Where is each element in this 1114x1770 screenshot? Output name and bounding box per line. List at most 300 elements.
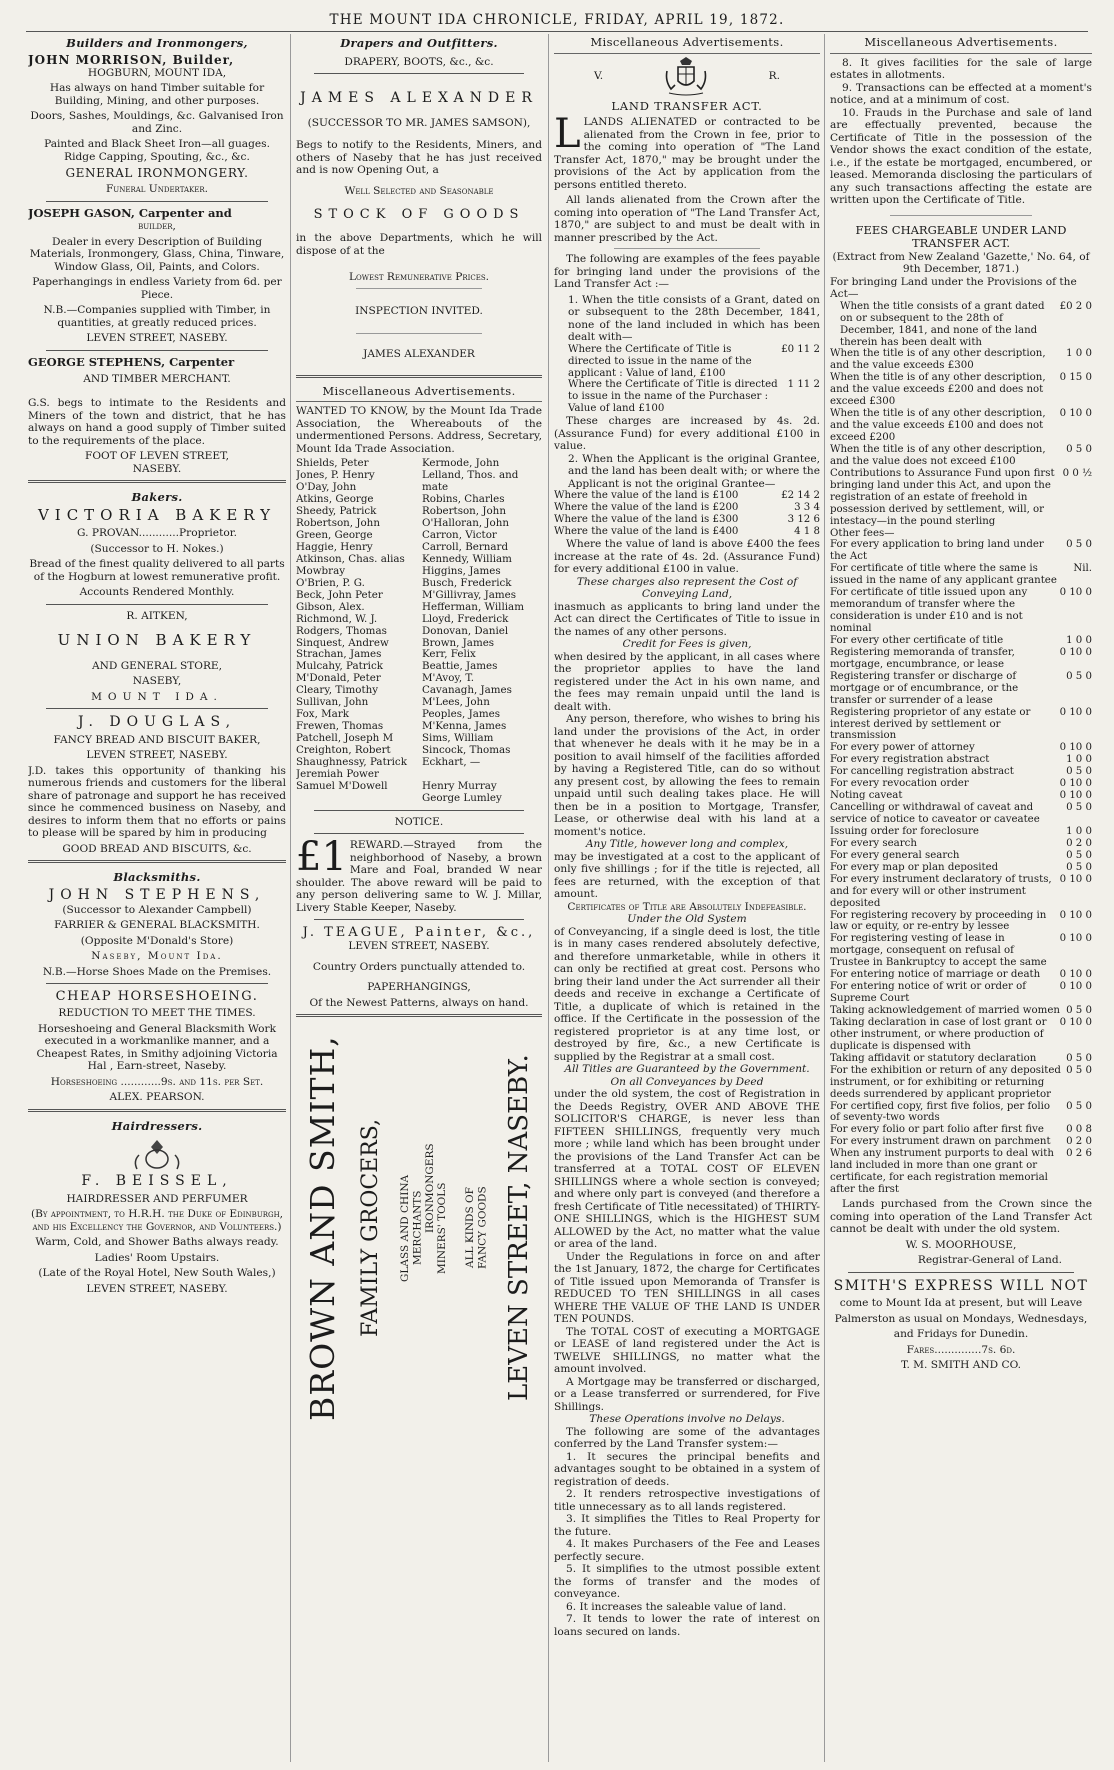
fee-text: Taking affidavit or statutory declaration — [830, 1052, 1037, 1064]
fee-value: 0 0 8 — [1066, 1124, 1092, 1136]
fee-value: £2 14 2 — [781, 490, 820, 502]
ad-text: Naseby, Mount Ida. — [91, 950, 223, 963]
fee-row — [830, 1065, 1092, 1101]
fee-row — [830, 850, 1092, 862]
article-paragraph: These charges are increased by 4s. 2d. (Assurance Fund) for every additional £100 in value. — [554, 415, 820, 453]
fee-value: 0 5 0 — [1066, 443, 1092, 455]
ad-victoria-bakery — [28, 507, 286, 599]
fee-text: Registering transfer or discharge of mortgage or of encumbrance, or the transfer or surrender of a lease — [830, 670, 1019, 706]
fee-value: 0 10 0 — [1059, 969, 1092, 981]
ad-text: Bread of the finest quality delivered to all parts of the Hogburn at lowest remunerative profit. — [29, 558, 285, 583]
article-paragraph: The TOTAL COST of executing a MORTGAGE or LEASE of land registered under the Act is TWELVE SHILLINGS, no matter what the amount involved. — [554, 1325, 820, 1375]
ad-title: F. BEISSEL, — [81, 1173, 233, 1190]
fee-value: 0 10 0 — [1059, 408, 1092, 420]
ad-text: WANTED TO KNOW, by the Mount Ida Trade Association, the Whereabouts of the undermentioned Persons. Address, Secretary, Mount Ida Trade Association. — [296, 405, 542, 455]
names-list — [296, 458, 542, 804]
fee-text: For every revocation order — [830, 778, 969, 790]
fee-row — [830, 874, 1092, 910]
article-paragraph: under the old system, the cost of Registration in the Deeds Registry, OVER AND ABOVE THE SOLICITOR'S CHARGE, is never less than FIFTEEN SHILLINGS, frequently very much more ; while land which has been brought under the provisions of the Land Transfer Act can be transferred at a TOTAL COST OF ELEVEN SHILLINGS where a whole section is conveyed; and where only part is conveyed (and therefore a fresh Certificate of Title necessitated) of THIRTY-ONE SHILLINGS, which is the HIGHEST SUM ALLOWED by the Act, no matter what the value or area of the land. — [554, 1088, 820, 1250]
list-item: Peoples, James — [422, 708, 500, 721]
fee-text: When the title is of any other description, and the value exceeds £200 and does not exceed £300 — [830, 372, 1046, 408]
list-item: M'Avoy, T. — [422, 672, 475, 685]
divider — [848, 1272, 1074, 1273]
ad-john-stephens — [28, 887, 286, 978]
notice-heading: NOTICE. — [394, 815, 444, 828]
ad-text: Country Orders punctually attended to. — [312, 960, 526, 973]
fee-text: Taking declaration in case of lost grant or other instrument, or where production of duplicate is dispensed with — [830, 1016, 1047, 1052]
fee-value: 0 10 0 — [1059, 646, 1092, 658]
fees-intro: For bringing Land under the Provisions of the Act— — [830, 275, 1077, 301]
divider — [296, 375, 542, 378]
ad-pearson — [28, 989, 286, 1104]
list-item: Shields, Peter — [296, 457, 369, 470]
fee-text: For every instrument drawn on parchment — [830, 1136, 1051, 1148]
fee-row — [830, 1017, 1092, 1053]
list-item: 4. It makes Purchasers of the Fee and Leases perfectly secure. — [554, 1538, 820, 1563]
ad-address: HOGBURN, MOUNT IDA, — [87, 66, 227, 79]
list-item: Samuel M'Dowell — [296, 779, 388, 792]
article-paragraph: 1. When the title consists of a Grant, dated on or subsequent to the 28th December, 1841, none of the land included in which has been dealt with— — [568, 293, 820, 344]
royal-arms — [554, 57, 820, 97]
fee-text: Where the value of the land is £300 — [554, 514, 739, 526]
article-paragraph: Where the value of land is above £400 the fees increase at the rate of 4s. 2d. (Assurance Fund) for every additional £100 in value. — [554, 538, 820, 575]
ad-text: LEVEN STREET, NASEBY. — [86, 332, 228, 345]
royal-crest-icon — [663, 57, 709, 97]
fee-row — [830, 671, 1092, 707]
list-item — [422, 769, 542, 781]
fee-row — [830, 587, 1092, 635]
fees-title: FEES CHARGEABLE UNDER LAND TRANSFER ACT. — [855, 222, 1067, 251]
article-paragraph: A Mortgage may be transferred or discharged, or a Lease transferred or surrendered, for Five Shillings. — [554, 1375, 820, 1413]
section-heading: Miscellaneous Advertisements. — [554, 34, 820, 54]
ad-text: and Fridays for Dunedin. — [893, 1328, 1029, 1341]
fee-row — [830, 372, 1092, 408]
fee-row — [830, 754, 1092, 766]
ad-text: Ladies' Room Upstairs. — [94, 1251, 220, 1264]
fee-value: 0 10 0 — [1059, 909, 1092, 921]
list-item: George Lumley — [422, 791, 502, 804]
fee-text: Cancelling or withdrawal of caveat and service of notice to caveator or caveatee — [830, 802, 1040, 825]
ad-text: Accounts Rendered Monthly. — [79, 586, 235, 599]
fee-text: Contributions to Assurance Fund upon first bringing land under this Act, and upon the registration of an estate of freehold in possession derived by settlement, will, or intestacy—in the pound sterling — [830, 467, 1055, 527]
ad-text: Dealer in every Description of Building Materials, Ironmongery, Glass, China, Tinware, Window Glass, Oil, Paints, and Colors. — [29, 235, 285, 273]
fee-row — [830, 444, 1092, 468]
ad-title: GEORGE STEPHENS, Carpenter — [28, 354, 235, 369]
column-rule — [824, 34, 825, 1762]
list-item: Shaughnessy, Patrick — [296, 755, 407, 768]
list-item: Kennedy, William — [422, 552, 512, 565]
fee-value: 0 10 0 — [1059, 742, 1092, 754]
article-paragraph: Lands purchased from the Crown since the coming into operation of the Land Transfer Act cannot be dealt with under the old system. — [830, 1198, 1092, 1235]
fee-value: 3 12 6 — [787, 514, 820, 526]
list-item: Brown, James — [422, 636, 495, 649]
ad-text: GLASS AND CHINA — [398, 1174, 411, 1283]
fee-value: 0 5 0 — [1066, 670, 1092, 682]
fee-value: 0 2 0 — [1066, 837, 1092, 849]
fee-row — [830, 838, 1092, 850]
ad-text: J.D. takes this opportunity of thanking his numerous friends and customers for the liberal share of patronage and support he has received since he commenced business on Naseby, and desires to inform them that no efforts or pains to please will be spared by him in producing — [28, 764, 286, 840]
list-item: Gibson, Alex. — [296, 600, 365, 613]
fee-row — [830, 348, 1092, 372]
section-heading: Miscellaneous Advertisements. — [296, 383, 542, 403]
ad-text: ALEX. PEARSON. — [109, 1091, 205, 1104]
fee-value: 0 10 0 — [1059, 873, 1092, 885]
fee-row — [830, 826, 1092, 838]
signature-name: W. S. MOORHOUSE, — [905, 1238, 1017, 1251]
list-item: Atkins, George — [296, 493, 374, 506]
fee-text: Where the Certificate of Title is directed to issue in the name of the Purchaser : Value of land £100 — [568, 379, 778, 415]
list-item: Carroll, Bernard — [422, 541, 509, 554]
fee-text: For every map or plan deposited — [830, 861, 999, 873]
divider — [314, 810, 524, 811]
ad-text: T. M. SMITH AND CO. — [900, 1359, 1022, 1372]
article-subhead: These charges also represent the Cost of Conveying Land, — [576, 575, 798, 600]
divider — [46, 983, 268, 984]
ad-title: J. TEAGUE, Painter, &c., — [302, 925, 536, 941]
list-item: Jones, P. Henry — [296, 469, 375, 482]
list-item: O'Day, John — [296, 481, 357, 494]
names-left — [296, 458, 416, 804]
fee-text: For cancelling registration abstract — [830, 766, 1014, 778]
fee-text: For every registration abstract — [830, 754, 990, 766]
fee-text: For the exhibition or return of any deposited instrument, or for exhibiting or returning deeds surrendered by applicant proprietor — [830, 1064, 1061, 1100]
ad-text: (SUCCESSOR TO MR. JAMES SAMSON), — [307, 116, 531, 129]
divider — [314, 73, 524, 74]
fee-value: £0 11 2 — [781, 343, 820, 355]
article-paragraph: The following are examples of the fees payable for bringing land under the provisions of the Land Transfer Act :— — [554, 253, 820, 291]
article-paragraph: All lands alienated from the Crown after the coming into operation of "The Land Transfer Act, 1870," are subject to and must be dealt with in manner prescribed by the Act. — [554, 194, 820, 244]
ad-text: (Opposite M'Donald's Store) — [80, 934, 234, 947]
list-item: Mowbray — [296, 564, 346, 577]
article-paragraph: 2. When the Applicant is the original Grantee, and the land has been dealt with; or where the Applicant is not the original Grantee— — [568, 452, 820, 490]
fee-text: For certificate of title issued upon any memorandum of transfer where the consideration is under £10 and is not nominal — [830, 587, 1028, 634]
list-item: M'Lees, John — [422, 696, 490, 709]
list-item: 1. It secures the principal benefits and advantages sought to be obtained in a system of registration of deeds. — [554, 1450, 820, 1488]
ad-title: UNION BAKERY — [57, 631, 257, 650]
fee-row — [830, 528, 1092, 540]
fee-value: 0 10 0 — [1059, 1016, 1092, 1028]
ad-gason — [28, 207, 286, 345]
fee-value: 3 3 4 — [794, 502, 820, 514]
fee-row — [830, 969, 1092, 981]
list-item: Donovan, Daniel — [422, 624, 509, 637]
list-item: Beck, John Peter — [296, 588, 383, 601]
fee-text: When the title is of any other description, and the value exceeds £300 — [830, 348, 1046, 372]
list-item: Sheedy, Patrick — [296, 505, 377, 518]
list-item: Kerr, Felix — [422, 648, 476, 661]
article-text: LANDS ALIENATED or contracted to be alienated from the Crown in fee, prior to the coming into operation of "The Land Transfer Act, 1870," may be brought under the provisions of the Act by application from the persons entitled thereto. — [554, 116, 820, 191]
divider — [614, 248, 760, 249]
list-item: Rodgers, Thomas — [296, 624, 387, 637]
ad-text: Has always on hand Timber suitable for Building, Mining, and other purposes. — [49, 82, 265, 107]
section-heading: Blacksmiths. — [113, 870, 201, 885]
fee-text: For every folio or part folio after first five — [830, 1124, 1044, 1136]
fee-text: For every power of attorney — [830, 742, 975, 754]
list-item: M'Kenna, James — [422, 720, 507, 733]
list-item: Frewen, Thomas — [296, 720, 384, 733]
column-rule — [290, 34, 291, 1762]
list-item: O'Halloran, John — [422, 517, 510, 530]
fee-value: 0 5 0 — [1066, 1005, 1092, 1016]
fee-value: 0 10 0 — [1059, 778, 1092, 790]
ad-title: CHEAP HORSESHOEING. — [55, 989, 259, 1005]
article-paragraph — [554, 111, 820, 191]
fee-value: Nil. — [1073, 563, 1092, 575]
fee-row — [830, 468, 1092, 528]
list-item: Jeremiah Power — [296, 767, 379, 780]
article-subhead: Any Title, however long and complex, — [585, 838, 789, 850]
fee-text: For certificate of title where the same is issued in the name of any applicant grantee — [830, 563, 1057, 587]
list-item: Strachan, James — [296, 648, 382, 661]
ad-brown-and-smith — [296, 1023, 542, 1433]
fee-value: 0 10 0 — [1059, 706, 1092, 718]
fee-row — [830, 707, 1092, 743]
fee-value: 0 0 ½ — [1062, 467, 1092, 479]
fee-text: When any instrument purports to deal with land included in more than one grant or certificate, for each registration memorial after the first — [830, 1148, 1054, 1196]
section-heading: Miscellaneous Advertisements. — [830, 34, 1092, 54]
fee-text: Where the value of the land is £200 — [554, 502, 739, 514]
list-item: Kermode, John — [422, 457, 500, 470]
fee-text: For every search — [830, 837, 917, 849]
fee-value: 1 0 0 — [1066, 825, 1092, 837]
ad-text: Palmerston as usual on Mondays, Wednesdays, — [834, 1312, 1088, 1325]
article-subhead: On all Conveyances by Deed — [610, 1075, 764, 1088]
signature-title: Registrar-General of Land. — [917, 1254, 1062, 1266]
fee-text: Other fees— — [830, 527, 895, 539]
list-item: Hefferman, William — [422, 600, 524, 613]
ad-title: JOHN MORRISON, Builder, — [28, 52, 235, 67]
ad-text: (Late of the Royal Hotel, New South Wales,) — [38, 1267, 276, 1280]
ad-text: FANCY GOODS — [476, 1187, 489, 1270]
fee-value: 0 5 0 — [1066, 1052, 1092, 1064]
ad-title: JAMES ALEXANDER — [300, 90, 538, 107]
ad-text: Doors, Sashes, Mouldings, &c. Galvanised Iron and Zinc. — [30, 110, 284, 135]
ad-text: Horseshoeing and General Blacksmith Work executed in a workmanlike manner, and a Cheapest Rates, in Smithy adjoining Victoria Hal , Earn-street, Naseby. — [36, 1022, 278, 1073]
fee-value: 0 5 0 — [1066, 1100, 1092, 1112]
ad-title: SMITH'S EXPRESS WILL NOT — [833, 1277, 1089, 1294]
fee-text: When the title is of any other description, and the value exceeds £100 and does not exceed £200 — [830, 408, 1046, 443]
list-item: Cavanagh, James — [422, 684, 512, 697]
ad-text: HAIRDRESSER AND PERFUMER — [66, 1192, 248, 1205]
list-item: mate — [422, 481, 449, 494]
fee-row — [830, 1053, 1092, 1065]
ad-text: AND GENERAL STORE, — [91, 659, 223, 672]
divider — [46, 708, 268, 709]
list-item: Lelland, Thos. and — [422, 469, 519, 482]
list-item: 3. It simplifies the Titles to Real Property for the future. — [554, 1513, 820, 1538]
fee-row — [830, 1124, 1092, 1136]
fee-row — [830, 1005, 1092, 1017]
fee-row — [830, 910, 1092, 934]
ad-text: LEVEN STREET, NASEBY. — [86, 1282, 228, 1295]
ad-text: Funeral Undertaker. — [105, 183, 209, 196]
ad-text: Warm, Cold, and Shower Baths always ready. — [35, 1236, 279, 1249]
ad-union-bakery — [28, 610, 286, 704]
fee-text: For registering recovery by proceeding in law or equity, or re-entry by lessee — [830, 909, 1047, 933]
ad-title: J. DOUGLAS, — [77, 714, 237, 731]
ad-text: (Successor to H. Nokes.) — [90, 542, 224, 555]
ad-text: IRONMONGERS — [423, 1143, 436, 1234]
ad-text: MINERS' TOOLS — [436, 1182, 449, 1275]
ad-text: N.B.—Horse Shoes Made on the Premises. — [42, 965, 272, 978]
list-item: 10. Frauds in the Purchase and sale of land are effectually prevented, because the Certificate of Title in the possession of the Vendor shows the exact condition of the estate, i.e., if the estate be mortgaged, encumbered, or leased. Memoranda disclosing the particulars of any such transactions affecting the estate are written upon the Certificate of Title. — [830, 106, 1092, 207]
column-1 — [28, 34, 286, 1762]
divider — [46, 201, 268, 202]
article-title: LAND TRANSFER ACT. — [611, 98, 763, 113]
divider — [46, 350, 268, 351]
list-item: Haggie, Henry — [296, 541, 373, 554]
drop-cap: L — [554, 111, 581, 158]
column-3 — [554, 34, 820, 1762]
ad-george-stephens — [28, 356, 286, 475]
fee-row — [830, 778, 1092, 790]
fee-value: £0 2 0 — [1059, 300, 1092, 312]
list-item: Green, George — [296, 529, 373, 542]
list-item: Robertson, John — [296, 517, 380, 530]
list-item: Busch, Frederick — [422, 576, 512, 589]
ad-text: Fares..............7s. 6d. — [906, 1343, 1016, 1356]
list-item: Atkinson, Chas. alias — [296, 552, 405, 565]
list-item: Lloyd, Frederick — [422, 612, 509, 625]
fee-text: Issuing order for foreclosure — [830, 825, 979, 837]
list-item: Sims, William — [422, 732, 494, 745]
article-paragraph: when desired by the applicant, in all cases where the proprietor applies to have the land registered under the Act in his own name, and the fees may remain unpaid until the land is dealt with. — [554, 650, 820, 713]
fee-value: 0 5 0 — [1066, 1064, 1092, 1076]
fee-row — [830, 766, 1092, 778]
ad-reward — [296, 834, 542, 914]
divider — [46, 604, 268, 605]
list-item: 5. It simplifies to the utmost possible extent the forms of transfer and the modes of conveyance. — [554, 1563, 820, 1600]
fee-value: 0 5 0 — [1066, 539, 1092, 551]
list-item: Sincock, Thomas — [422, 743, 511, 756]
ad-text-group — [399, 1023, 449, 1433]
ad-text: FOOT OF LEVEN STREET, — [85, 450, 229, 462]
fee-row — [554, 344, 820, 380]
fee-row — [830, 301, 1092, 349]
ad-text: Of the Newest Patterns, always on hand. — [309, 996, 529, 1009]
ad-text: MOUNT IDA. — [91, 690, 223, 703]
ad-text: G.S. begs to intimate to the Residents and Miners of the town and district, that he has always on hand a good supply of Timber suited to the requirements of the place. — [28, 397, 286, 447]
ad-text: Well Selected and Seasonable — [344, 184, 494, 197]
ad-text: G. PROVAN............Proprietor. — [77, 527, 237, 540]
masthead: THE MOUNT IDA CHRONICLE, FRIDAY, APRIL 19, 1872. — [329, 12, 785, 28]
fee-row — [554, 379, 820, 415]
ad-text: MERCHANTS — [411, 1191, 424, 1266]
fee-value: 0 5 0 — [1066, 802, 1092, 814]
fee-row — [830, 862, 1092, 874]
ad-title: BROWN AND SMITH, — [302, 1035, 342, 1422]
ad-text: Paperhangings in endless Variety from 6d. per Piece. — [32, 276, 282, 301]
fee-row — [830, 563, 1092, 587]
fee-text: Registering memoranda of transfer, mortgage, encumbrance, or lease — [830, 646, 1015, 670]
list-item: 6. It increases the saleable value of land. — [566, 1600, 787, 1613]
article-paragraph: Under the Regulations in force on and after the 1st January, 1872, the charge for Certificates of Title issued upon Memoranda of Transfer is REDUCED TO TEN SHILLINGS in all cases WHERE THE VALUE OF THE LAND IS UNDER TEN POUNDS. — [554, 1250, 820, 1325]
ad-text: R. — [768, 70, 780, 83]
fee-value: 0 15 0 — [1059, 372, 1092, 384]
fee-value: 0 10 0 — [1059, 587, 1092, 599]
list-item: Robertson, John — [422, 505, 506, 518]
ad-text: Begs to notify to the Residents, Miners, and others of Naseby that he has just received and is now Opening Out, a — [296, 139, 542, 177]
ad-text: Lowest Remunerative Prices. — [349, 271, 489, 284]
column-2 — [296, 34, 542, 1762]
list-item: Richmond, W. J. — [296, 612, 378, 625]
ad-morrison — [28, 53, 286, 196]
fee-value: 0 10 0 — [1059, 933, 1092, 945]
fee-text: Taking acknowledgement of married women — [830, 1005, 1060, 1016]
ad-text: INSPECTION INVITED. — [355, 304, 483, 317]
article-paragraph: The following are some of the advantages conferred by the Land Transfer system:— — [554, 1425, 820, 1450]
ad-title: VICTORIA BAKERY — [37, 505, 277, 524]
ad-address: LEVEN STREET, NASEBY. — [348, 940, 490, 953]
ad-text: LEVEN STREET, NASEBY. — [86, 749, 228, 762]
fees-subtitle: (Extract from New Zealand 'Gazette,' No. 64, of 9th December, 1871.) — [832, 250, 1090, 276]
list-item: Patchell, Joseph M — [296, 732, 394, 745]
fee-row — [830, 1101, 1092, 1125]
list-item: Beattie, James — [422, 660, 498, 673]
column-4 — [830, 34, 1092, 1762]
ad-text: REWARD.—Strayed from the neighborhood of Naseby, a brown Mare and Foal, branded W near shoulder. The above reward will be paid to any person delivering same to W. J. Millar, Livery Stable Keeper, Naseby. — [296, 839, 542, 914]
ad-text: (Successor to Alexander Campbell) — [62, 903, 252, 916]
fee-text: For every general search — [830, 849, 960, 861]
divider — [890, 215, 1032, 216]
article-subhead: These Operations involve no Delays. — [589, 1413, 785, 1425]
fee-text: For every instrument declaratory of trusts, and for every will or other instrument deposited — [830, 873, 1052, 909]
article-paragraph: Any person, therefore, who wishes to bring his land under the provisions of the Act, in order that whenever he deals with it he may be in a position to avail himself of the facilities afforded by having a Registered Title, can do so without any present cost, by allowing the fees to remain unpaid until such dealing takes place. He will then be in a position to Mortgage, Transfer, Lease, or otherwise deal with his land at a moment's notice. — [554, 713, 820, 838]
ad-text: Painted and Black Sheet Iron—all guages. Ridge Capping, Spouting, &c., &c. — [44, 138, 270, 163]
list-item: Sinquest, Andrew — [296, 636, 389, 649]
ad-text: PAPERHANGINGS, — [367, 981, 471, 994]
ad-text: FANCY BREAD AND BISCUIT BAKER, — [53, 733, 261, 746]
fee-row — [830, 981, 1092, 1005]
fee-row — [830, 1148, 1092, 1196]
list-item: Fox, Mark — [296, 708, 349, 721]
fee-text: For entering notice of marriage or death — [830, 969, 1041, 981]
list-item: Carron, Victor — [422, 529, 497, 542]
fee-text: For certified copy, first five folios, per folio of seventy-two words — [830, 1100, 1051, 1124]
divider — [296, 1014, 542, 1017]
fee-row — [830, 802, 1092, 826]
list-item: 7. It tends to lower the rate of interest on loans secured on lands. — [554, 1613, 820, 1638]
ad-title: JOHN STEPHENS, — [48, 887, 266, 904]
list-item: M'Gillivray, James — [422, 588, 517, 601]
fee-text: When the title is of any other description, and the value does not exceed £100 — [830, 443, 1046, 467]
fee-value: 1 0 0 — [1066, 754, 1092, 766]
fee-row — [554, 490, 820, 502]
fee-value: 0 5 0 — [1066, 849, 1092, 861]
ad-subtitle: DRAPERY, BOOTS, &c., &c. — [344, 55, 494, 68]
fee-value: 0 2 6 — [1066, 1148, 1092, 1160]
list-item: 2. It renders retrospective investigations of title unnecessary as to all lands registered. — [554, 1488, 820, 1513]
crest-icon — [127, 1137, 187, 1171]
fee-value: 0 10 0 — [1059, 981, 1092, 993]
fee-row — [830, 647, 1092, 671]
ad-text: LEVEN STREET, NASEBY. — [503, 1055, 534, 1402]
fee-text: Noting caveat — [830, 790, 903, 802]
fee-text: Where the Certificate of Title is directed to issue in the name of the applicant : Value of land, £100 — [568, 343, 752, 379]
fee-row — [830, 933, 1092, 969]
fee-value: 4 1 8 — [794, 526, 820, 538]
ad-text: R. AITKEN, — [126, 609, 188, 622]
list-item: Cleary, Timothy — [296, 684, 379, 697]
ad-teague — [296, 925, 542, 1009]
ad-smiths-express — [830, 1278, 1092, 1372]
divider — [314, 919, 524, 920]
ad-text: FAMILY GROCERS, — [357, 1119, 383, 1338]
masthead-rule — [26, 31, 1088, 32]
advantages-list — [830, 57, 1092, 207]
column-rule — [548, 34, 549, 1762]
fee-row — [554, 526, 820, 538]
